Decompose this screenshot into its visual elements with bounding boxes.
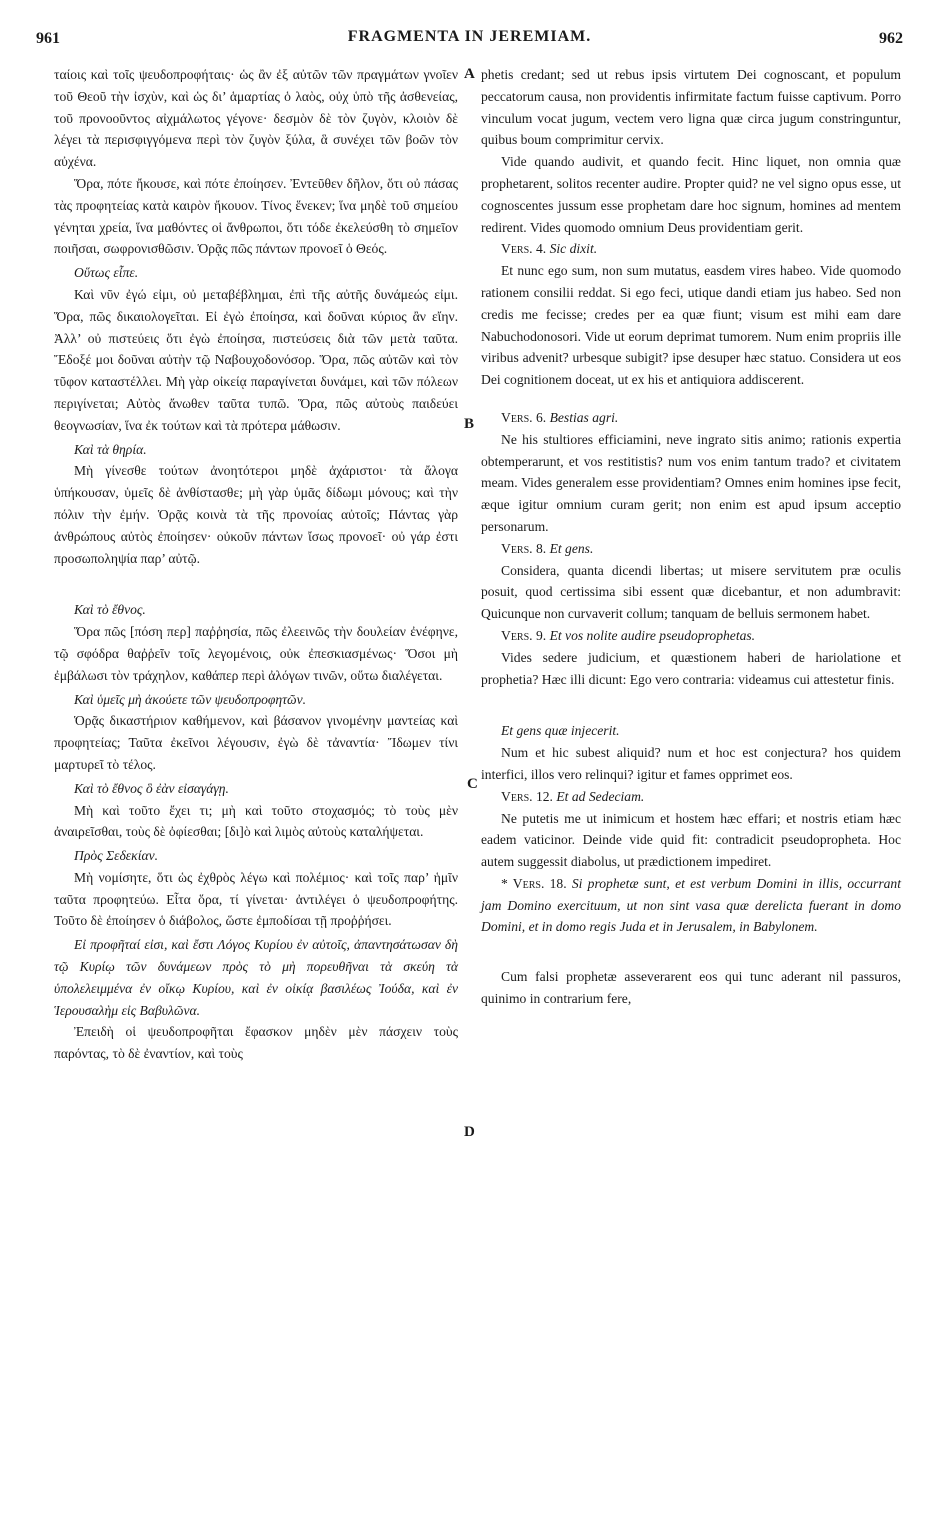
greek-paragraph: Μὴ γίνεσθε τούτων ἀνοητότεροι μηδὲ ἀχάριστοι· τὰ ἄλογα ὑπήκουσαν, ὑμεῖς δὲ ἀνθίστασθε; μὴ γὰρ ὑμᾶς δίδωμι μόνους; καὶ τὴν πόλιν τὴν ἐμήν. Ὁρᾷς κοινὰ τὰ τῆς προνοίας αὐτοῖς; Πάντας γὰρ ἀνθρώπους αὐτὸς ἐποίησεν· οὐκοῦν πάντων ἴσως προνοεῖ· οὐ γάρ ἐστι προσωποληψία παρ’ αὐτῷ.: [54, 463, 458, 566]
verse-heading: [481, 873, 901, 938]
margin-marker-c: C: [467, 776, 478, 792]
greek-lemma: Καὶ ὑμεῖς μὴ ἀκούετε τῶν ψευδοπροφητῶν.: [74, 691, 307, 707]
greek-lemma: Πρὸς Σεδεκίαν.: [74, 848, 159, 864]
page-number-left: 961: [36, 30, 60, 47]
verse-number: Vers. 12.: [501, 788, 553, 804]
greek-paragraph: Καὶ νῦν ἐγώ εἰμι, οὐ μεταβέβλημαι, ἐπὶ τῆς αὐτῆς δυνάμεώς εἰμι. Ὅρα, πῶς δικαιολογεῖται. Εἰ ἐγὼ ἐποίησα, καὶ δοῦναι κύριος ἂν εἴην. Ἀλλ’ οὐ πιστεύεις ὅτι ἐγὼ ἐποίησα, πιστεύσεις διὰ τῶν μετὰ ταῦτα. Ἔδοξέ μοι δοῦναι αὐτὴν τῷ Ναβουχοδονόσορ. Ὅρα, πῶς αὐτῶν καὶ τὸν τῦφον καταστέλλει. Μὴ γὰρ οἰκείᾳ παραγίνεται δυνάμει, καὶ τῶν πόλεων περιγίνεται; Αὐτὸς ἄνωθεν ταῦτα τυπῶ. Ὅρα, πῶς αὐτοὺς παιδεύει θεογνωσίαν, ἵνα ἐκ τούτων καὶ τὰ πρότερα μάθωσιν.: [54, 286, 458, 433]
margin-marker-b: B: [464, 416, 475, 432]
running-title: FRAGMENTA IN JEREMIAM.: [347, 28, 592, 45]
latin-paragraph: Vide quando audivit, et quando fecit. Hinc liquet, non omnia quæ prophetarent, solitos recenter audire. Propter quid? ne vel signo opus esse, ut cognoscentes jussum esse prophetam dare hoc signum, homines ad mentem redirent. Vides quomodo omnium Deus providentiam gerit.: [481, 154, 901, 235]
greek-lemma: Καὶ τὰ θηρία.: [74, 441, 147, 457]
latin-paragraph: Ne his stultiores efficiamini, neve ingrato sitis animo; rationis expertia obtemperarunt, et vos restitistis? num vos enim tantum trado? et civitatem meam. Vides generalem esse providentiam? Omnes enim homines ipse fecit, æque igitur omnium curam gerit; non enim est apud ipsum acceptio personarum.: [481, 431, 901, 534]
verse-heading: [481, 625, 901, 647]
verse-number: Vers. 9.: [501, 627, 547, 643]
latin-paragraph: Et nunc ego sum, non sum mutatus, easdem vires habeo. Vide quomodo rationem consilii reddat. Si ego feci, utique dandi etiam jus habeo. Sed non credis me fecisse; credes per ea quæ fiunt; visum est mihi eam dare Nabuchodonosori. Vide ut eorum deprimat tumorem. Num enim propriis ille viribus advenit? urbesque subigit? ipse desuper hæc statuo. Considera ut eos Dei cognitionem doceat, ut ex his et antiquiora addiscerent.: [481, 263, 901, 388]
greek-paragraph: Ὁρᾷς δικαστήριον καθήμενον, καὶ βάσανον γινομένην μαντείας καὶ προφητείας; Ταῦτα ἐκεῖνοι λέγουσιν, ἐγὼ δὲ τἀναντία· Ἴδωμεν τίνι μαρτυρεῖ τὸ τέλος.: [54, 713, 458, 772]
greek-lemma: Οὕτως εἶπε.: [74, 265, 139, 281]
latin-paragraph: Cum falsi prophetæ asseverarent eos qui tunc aderant nil passuros, quinimo in contrarium fere,: [481, 969, 901, 1007]
greek-lemma: Καὶ τὸ ἔθνος ὃ ἐὰν εἰσαγάγῃ.: [74, 780, 229, 796]
greek-paragraph: Μὴ νομίσητε, ὅτι ὡς ἐχθρὸς λέγω καὶ πολέμιος· καὶ τοῖς παρ’ ἡμῖν ταῦτα προφητεύω. Εἶτα ὅρα, τί γίνεται· ἀντιλέγει ὁ ψευδοπροφήτης. Τοῦτο δὲ ἐποίησεν ὁ διάβολος, ὥστε ἐμποδίσαι τῇ προῤῥήσει.: [54, 869, 458, 929]
verse-number: Vers. 4.: [501, 241, 547, 257]
latin-paragraph: Vides sedere judicium, et quæstionem haberi de hariolatione et prophetia? Hæc illi dicunt: Ego vero contraria: videamus cui attestetur finis.: [481, 649, 901, 687]
verse-heading: [481, 238, 901, 260]
margin-marker-d: D: [464, 1124, 475, 1140]
greek-paragraph: Ἐπειδὴ οἱ ψευδοπροφῆται ἔφασκον μηδὲν μὲν πάσχειν τοὺς παρόντας, τὸ δὲ ἐναντίον, καὶ τοὺς: [54, 1024, 458, 1062]
verse-text: Et ad Sedeciam.: [556, 788, 645, 804]
verse-text: Et vos nolite audire pseudoprophetas.: [549, 627, 756, 643]
verse-number: * Vers. 18.: [501, 875, 567, 891]
verse-text: Et gens.: [549, 540, 594, 556]
greek-paragraph: ταίοις καὶ τοῖς ψευδοπροφήταις· ὡς ἂν ἐξ αὐτῶν τῶν πραγμάτων γνοῖεν τοῦ Θεοῦ τὴν ἰσχὺν, καὶ ὡς δι’ ἁμαρτίας ὁ λαὸς, οὐχ ὑπὸ τῆς ἀσθενείας, τοῦ προνοοῦντος αἰχμάλωτος γέγονε· δεσμὸν δὲ τὸν ζυγὸν, κλοιὸν δὲ λέγει τὰ περισφιγγόμενα περὶ τὸν ζυγὸν ξύλα, ἃ συνέχει τῶν βοῶν τὸν αὐχένα.: [54, 67, 458, 170]
page-number-right: 962: [879, 30, 903, 47]
margin-marker-a: A: [464, 66, 475, 82]
greek-scripture-quote: Εἰ προφῆταί εἰσι, καὶ ἔστι Λόγος Κυρίου ἐν αὐτοῖς, ἀπαντησάτωσαν δὴ τῷ Κυρίῳ τῶν δυνάμεων πρὸς τὸ μὴ πορευθῆναι τὰ σκεύη τὰ ὑπολελειμμένα ἐν οἴκῳ Κυρίου, καὶ ἐν οἰκίᾳ βασιλέως Ἰούδα, καὶ ἐν Ἱερουσαλὴμ εἰς Βαβυλῶνα.: [54, 937, 458, 1018]
verse-text: Bestias agri.: [549, 409, 619, 425]
page-header: [0, 22, 939, 52]
verse-text: Sic dixit.: [549, 241, 598, 257]
latin-paragraph: Ne putetis me ut inimicum et hostem hæc effari; et nostris etiam hæc eadem vaticinor. Deinde vide quid fit: contradicit pseudopropheta. Hoc autem suggessit diabolus, ut prædictionem impediret.: [481, 810, 901, 870]
greek-column: [54, 64, 458, 1065]
verse-number: Vers. 6.: [501, 409, 547, 425]
latin-paragraph: Num et hic subest aliquid? num et hoc est conjectura? hos quidem interfici, illos vero relinqui? igitur et fames opprimet eos.: [481, 745, 901, 782]
greek-paragraph: Μὴ καὶ τοῦτο ἔχει τι; μὴ καὶ τοῦτο στοχασμός; τὸ τοὺς μὲν ἀναιρεῖσθαι, τοὺς δὲ ὀφίεσθαι; [δι]ὸ καὶ λιμὸς αὐτοὺς καταλήψεται.: [54, 802, 458, 840]
greek-paragraph: Ὅρα πῶς [πόση περ] παῤῥησία, πῶς ἐλεεινῶς τὴν δουλείαν ἐνέφηνε, τῷ σφόδρα θαῤῥεῖν τοῖς λεγομένοις, οὐκ ἐπεσκιασμένως· Ὅσοι μὴ ἐμβάλωσι τὸν τράχηλον, καθάπερ περὶ ἀλόγων τινῶν, οὕτω διαλέγεται.: [54, 624, 458, 683]
verse-number: Vers. 8.: [501, 540, 547, 556]
verse-text: Si prophetæ sunt, et est verbum Domini in illis, occurrant jam Domino exercituum, ut non sint vasa quæ derelicta fuerant in domo Domini, et in domo regis Juda et in Jerusalem, in Babylonem.: [481, 875, 901, 935]
verse-heading: [481, 786, 901, 808]
latin-paragraph: phetis credant; sed ut rebus ipsis virtutem Dei cognoscant, et populum peccatorum causa, non providentis infirmitate factum fuisse captivum. Porro vinculum vocat jugum, vectem vero ligna quæ circa jugum constringuntur, quibus boum comprimitur cervix.: [481, 67, 901, 148]
latin-column: [481, 64, 901, 1010]
greek-lemma: Καὶ τὸ ἔθνος.: [74, 602, 146, 618]
latin-paragraph: Considera, quanta dicendi libertas; ut misere servitutem præ oculis posuit, quod certissima sibi essent quæ dicebantur, et non adumbravit: Quicunque non curvaverit collum; tanquam de belluis sermonem habet.: [481, 562, 901, 622]
greek-paragraph: Ὅρα, πότε ἤκουσε, καὶ πότε ἐποίησεν. Ἐντεῦθεν δῆλον, ὅτι οὐ πάσας τὰς προφητείας κατὰ καιρὸν ἤκουον. Τίνος ἕνεκεν; ἵνα μηδὲ τοῦ σημείου γένηται χρεία, ἵνα μαθόντες οἱ ἄνθρωποι, ὅτι τόδε ἐκελεύσθη τὸ σημεῖον ποιῆσαι, σωφρονισθῶσιν. Ὁρᾷς πῶς πάντων προνοεῖ ὁ Θεός.: [54, 175, 458, 257]
verse-heading: [481, 538, 901, 560]
verse-heading: [481, 407, 901, 429]
latin-lemma: Et gens quæ injecerit.: [501, 723, 620, 739]
